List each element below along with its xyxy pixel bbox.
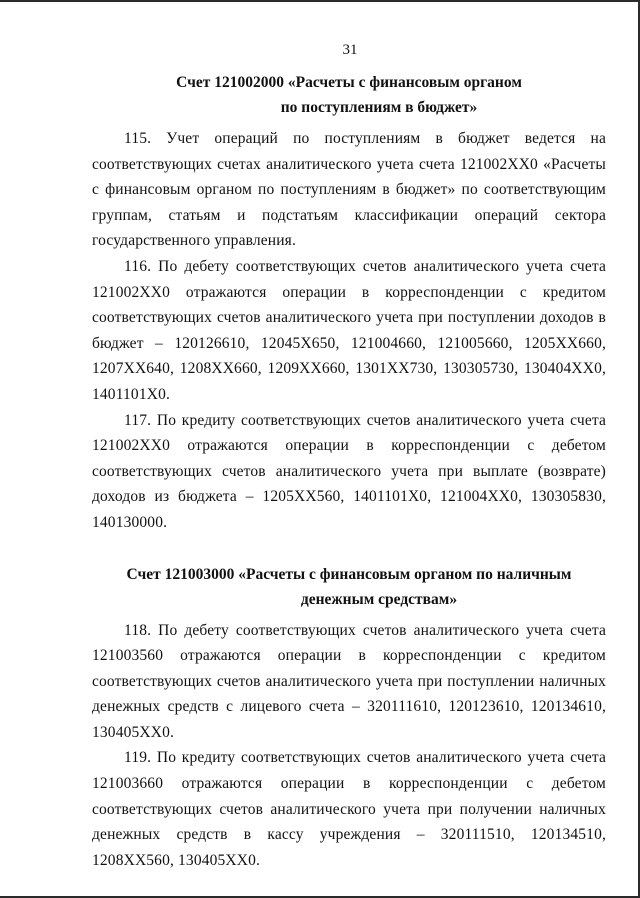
paragraph-117: 117. По кредиту соответствующих счетов аналитического учета счета 121002ХХ0 отражаются операции в корреспонденции с дебетом соответствующих счетов аналитического учета при выплате (возврате) доходов из бюджета – 1205ХХ560, 1401101Х0, 121004ХХ0, 130305830, 140130000. <box>92 411 606 531</box>
page-number: 31 <box>342 42 358 58</box>
paragraph-118: 118. По дебету соответствующих счетов аналитического учета счета 121003560 отражаются операции в корреспонденции с кредитом соответствующих счетов аналитического учета при поступлении наличных денежных средств с лицевого счета – 320111610, 120123610, 120134610, 130405ХХ0. <box>92 621 606 741</box>
scan-edge-top <box>0 0 640 2</box>
document-body <box>92 70 606 873</box>
section-heading <box>92 70 606 120</box>
section-heading <box>92 562 606 612</box>
section-heading-line1: Счет 121003000 «Расчеты с финансовым органом по наличным <box>126 565 572 583</box>
section-heading-line2: по поступлениям в бюджет» <box>280 99 478 116</box>
section-account-121003000 <box>92 562 606 874</box>
section-account-121002000 <box>92 70 606 536</box>
section-heading-line1: Счет 121002000 «Расчеты с финансовым органом <box>176 74 522 91</box>
paragraph-115: 115. Учет операций по поступлениям в бюджет ведется на соответствующих счетах аналитического учета счета 121002ХХ0 «Расчеты с финансовым органом по поступлениям в бюджет» по соответствующим группам, статьям и подстатьям классификации операций сектора государственного управления. <box>92 130 606 250</box>
paragraph-119: 119. По кредиту соответствующих счетов аналитического учета счета 121003660 отражаются операции в корреспонденции с дебетом соответствующих счетов аналитического учета при получении наличных денежных средств в кассу учреждения – 320111510, 120134510, 1208ХХ560, 130405ХХ0. <box>92 749 606 869</box>
paragraph-116: 116. По дебету соответствующих счетов аналитического учета счета 121002ХХ0 отражаются операции в корреспонденции с кредитом соответствующих счетов аналитического учета при поступлении доходов в бюджет – 120126610, 12045Х650, 121004660, 121005660, 1205ХХ660, 1207ХХ640, 1208ХХ660, 1209ХХ660, 1301ХХ730, 130305730, 130404ХХ0, 1401101Х0. <box>92 257 606 403</box>
section-heading-line2: денежным средствам» <box>300 590 458 608</box>
